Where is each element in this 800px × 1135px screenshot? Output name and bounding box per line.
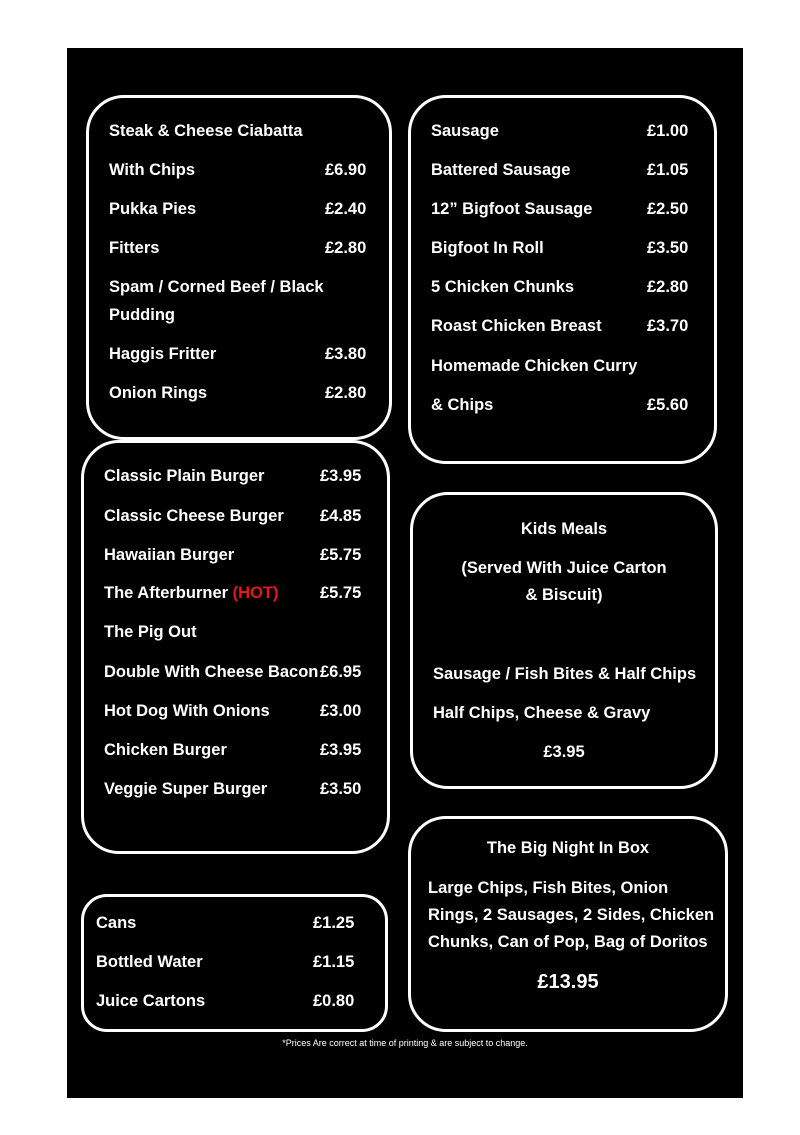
menu-item [84, 584, 387, 608]
menu-item [84, 741, 387, 765]
item-name: Bigfoot In Roll [431, 239, 544, 257]
item-price: £1.05 [647, 161, 689, 179]
item-name: Sausage [431, 122, 499, 140]
item-name: Cans [96, 914, 137, 932]
item-name: Pukka Pies [109, 200, 197, 218]
menu-item [89, 161, 389, 185]
item-name: Bottled Water [96, 953, 203, 971]
menu-box-sausages-chicken [408, 95, 717, 464]
kids-meals-price: £3.95 [543, 743, 585, 761]
item-price: £1.15 [313, 953, 355, 971]
menu-item [411, 396, 714, 420]
menu-item [84, 953, 385, 977]
item-name-text: The Afterburner [104, 584, 233, 602]
item-price: £3.80 [325, 345, 367, 363]
item-name: Roast Chicken Breast [431, 317, 602, 335]
big-night-line: Rings, 2 Sausages, 2 Sides, Chicken [428, 906, 715, 924]
menu-item [411, 278, 714, 302]
menu-item [84, 914, 385, 938]
item-name: The Pig Out [104, 623, 197, 641]
item-price: £3.95 [320, 741, 362, 759]
item-price: £3.70 [647, 317, 689, 335]
item-name: Pudding [109, 306, 175, 324]
big-night-line: Chunks, Can of Pop, Bag of Doritos [428, 933, 708, 951]
menu-box-big-night-in [408, 816, 728, 1032]
menu-item [89, 384, 389, 408]
menu-item [89, 345, 389, 369]
menu-item [89, 122, 389, 146]
item-price: £3.95 [320, 467, 362, 485]
menu-item [89, 278, 389, 302]
menu-item [413, 665, 715, 689]
kids-meals-title: Kids Meals [520, 520, 608, 538]
big-night-title: The Big Night In Box [486, 839, 650, 857]
item-name: Haggis Fritter [109, 345, 217, 363]
menu-item [411, 357, 714, 381]
item-price: £3.50 [320, 780, 362, 798]
item-price: £2.80 [325, 239, 367, 257]
item-name: Homemade Chicken Curry [431, 357, 638, 375]
item-name: Juice Cartons [96, 992, 206, 1010]
item-price: £2.40 [325, 200, 367, 218]
menu-item [411, 161, 714, 185]
kids-meals-subtitle: (Served With Juice Carton [461, 559, 667, 577]
menu-item [84, 992, 385, 1016]
item-name: Classic Cheese Burger [104, 507, 284, 525]
item-name: Onion Rings [109, 384, 208, 402]
item-price: £5.60 [647, 396, 689, 414]
item-price: £2.80 [325, 384, 367, 402]
item-name: Hot Dog With Onions [104, 702, 270, 720]
menu-item [89, 239, 389, 263]
menu-box-savouries [86, 95, 392, 440]
big-night-description [428, 875, 714, 956]
item-price: £0.80 [313, 992, 355, 1010]
item-price: £2.50 [647, 200, 689, 218]
item-name: & Chips [431, 396, 494, 414]
item-name: Chicken Burger [104, 741, 227, 759]
item-name: Veggie Super Burger [104, 780, 268, 798]
kids-meals-subtitle: & Biscuit) [525, 586, 603, 604]
menu-item [84, 623, 387, 647]
item-name: 5 Chicken Chunks [431, 278, 575, 296]
menu-item [411, 122, 714, 146]
menu-item [84, 467, 387, 491]
item-name: Classic Plain Burger [104, 467, 265, 485]
item-name: Sausage / Fish Bites & Half Chips [433, 665, 697, 683]
menu-item [84, 663, 387, 687]
item-price: £6.90 [325, 161, 367, 179]
item-price: £2.80 [647, 278, 689, 296]
item-name: Double With Cheese Bacon [104, 663, 319, 681]
item-name: Half Chips, Cheese & Gravy [433, 704, 651, 722]
menu-item [413, 704, 715, 728]
menu-box-drinks [81, 894, 388, 1032]
menu-item [84, 546, 387, 570]
item-name: Fitters [109, 239, 160, 257]
big-night-price: £13.95 [537, 971, 599, 993]
item-price: £6.95 [320, 663, 362, 681]
item-price: £4.85 [320, 507, 362, 525]
item-name: With Chips [109, 161, 196, 179]
item-price: £3.00 [320, 702, 362, 720]
item-name: Spam / Corned Beef / Black [109, 278, 324, 296]
item-name [104, 584, 278, 603]
menu-sheet [67, 48, 743, 1098]
item-name: Steak & Cheese Ciabatta [109, 122, 303, 140]
big-night-line: Large Chips, Fish Bites, Onion [428, 879, 669, 897]
item-price: £3.50 [647, 239, 689, 257]
menu-item [84, 507, 387, 531]
menu-box-kids-meals [410, 492, 718, 789]
price-disclaimer: *Prices Are correct at time of printing & are subject to change. [282, 1038, 528, 1048]
menu-item [411, 317, 714, 341]
item-name: 12” Bigfoot Sausage [431, 200, 593, 218]
menu-item [411, 200, 714, 224]
menu-box-burgers [81, 440, 390, 854]
item-name: Battered Sausage [431, 161, 571, 179]
item-price: £5.75 [320, 546, 362, 564]
item-name: Hawaiian Burger [104, 546, 235, 564]
item-price: £1.00 [647, 122, 689, 140]
item-price: £1.25 [313, 914, 355, 932]
menu-item [89, 200, 389, 224]
menu-item [411, 239, 714, 263]
hot-label: (HOT) [232, 584, 279, 602]
menu-item [84, 702, 387, 726]
menu-item [84, 780, 387, 804]
item-price: £5.75 [320, 584, 362, 602]
menu-item [89, 306, 389, 330]
